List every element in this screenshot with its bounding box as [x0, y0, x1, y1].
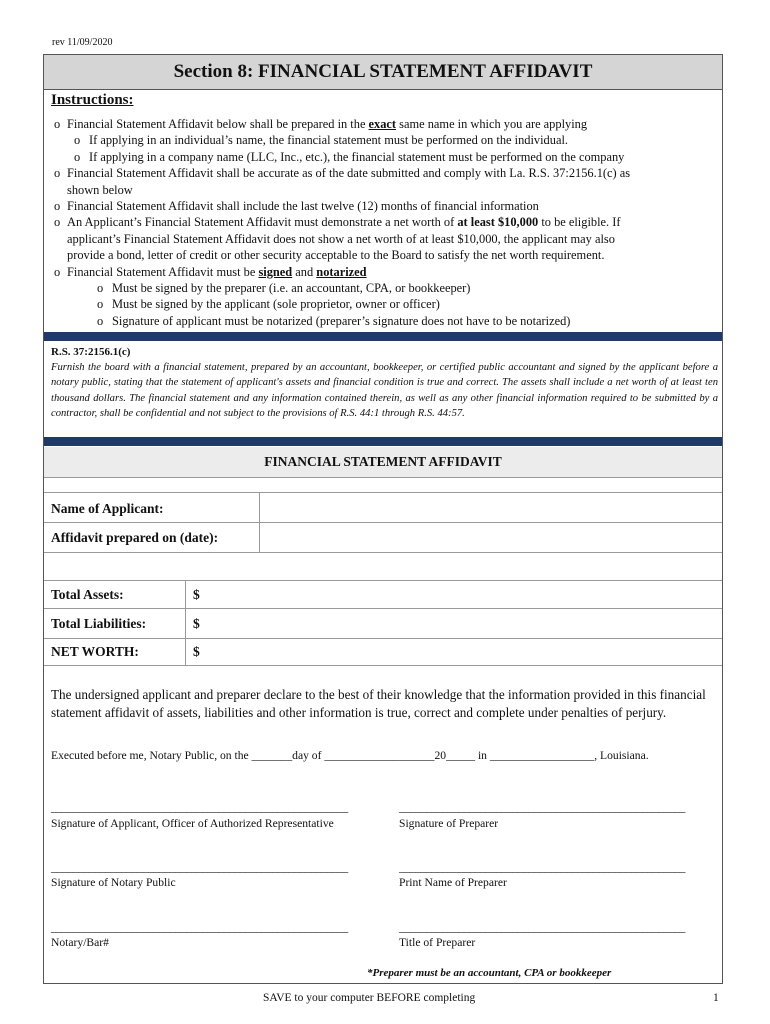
notary-signature-label: Signature of Notary Public	[51, 876, 176, 889]
instruction-item-net-worth-cont2: provide a bond, letter of credit or other security acceptable to the Board to satisfy the net worth requirement.	[67, 248, 605, 263]
affidavit-date-label: Affidavit prepared on (date):	[51, 530, 219, 545]
instruction-subitem-company: o If applying in a company name (LLC, Inc., etc.), the financial statement must be performed on the company	[74, 149, 625, 164]
instructions-list	[44, 116, 722, 329]
statute-text: Furnish the board with a financial statement, prepared by an accountant, bookkeeper, or certified public accountant and signed by the applicant before a notary public, stating that the statement of applicant's assets and financial condition is true and correct. The assets shall include a net worth of at least ten thousand dollars. The financial statement and any information contained therein, as well as any other financial information required to be submitted by a contractor, shall be confidential and not subject to the provisions of R.S. 44:1 through R.S. 44:57.	[51, 362, 718, 419]
revision-date: rev 11/09/2020	[52, 37, 113, 48]
instruction-item-net-worth-cont: applicant’s Financial Statement Affidavit does not show a net worth of at least $10,000, the applicant may also	[67, 231, 615, 246]
row-divider	[44, 492, 722, 493]
declaration-text: The undersigned applicant and preparer declare to the best of their knowledge that the information provided in this financial statement affidavit of assets, liabilities and other information is true, correct and complete under penalties of perjury.	[51, 687, 706, 720]
column-divider	[185, 580, 186, 665]
row-divider	[44, 552, 722, 553]
net-worth-currency: $	[193, 644, 200, 659]
affidavit-heading: FINANCIAL STATEMENT AFFIDAVIT	[44, 447, 722, 478]
statute-title: R.S. 37:2156.1(c)	[51, 346, 131, 358]
total-assets-currency: $	[193, 587, 200, 602]
name-of-applicant-field[interactable]	[266, 496, 716, 518]
name-of-applicant-label: Name of Applicant:	[51, 501, 164, 516]
page-number: 1	[713, 992, 719, 1004]
affidavit-form-frame	[43, 54, 723, 984]
instruction-subitem-preparer: o Must be signed by the preparer (i.e. an accountant, CPA, or bookkeeper)	[97, 281, 471, 296]
instruction-item-signed-notarized: o Financial Statement Affidavit must be signed and notarized	[54, 264, 367, 279]
row-divider	[44, 580, 722, 581]
total-liabilities-currency: $	[193, 616, 200, 631]
applicant-signature-label: Signature of Applicant, Officer of Authorized Representative	[51, 817, 334, 830]
instruction-subitem-applicant: o Must be signed by the applicant (sole proprietor, owner or officer)	[97, 297, 440, 312]
preparer-print-name-label: Print Name of Preparer	[399, 876, 507, 889]
notary-bar-number-label: Notary/Bar#	[51, 936, 109, 949]
total-liabilities-label: Total Liabilities:	[51, 616, 147, 631]
emphasis-notarized: notarized	[316, 264, 367, 279]
notary-bar-number-line[interactable]: _______________________________________________________	[51, 921, 348, 934]
instruction-item-exact-name: o Financial Statement Affidavit below shall be prepared in the exact same name in which you are applying	[54, 117, 588, 131]
row-divider	[44, 638, 722, 639]
preparer-requirement-note: *Preparer must be an accountant, CPA or bookkeeper	[367, 967, 612, 979]
total-assets-field[interactable]	[206, 584, 716, 604]
instruction-item-twelve-months: o Financial Statement Affidavit shall include the last twelve (12) months of financial information	[54, 199, 539, 214]
instruction-item-net-worth: o An Applicant’s Financial Statement Affidavit must demonstrate a net worth of at least $10,000 to be eligible. If	[54, 215, 621, 230]
instruction-item-accuracy-cont: shown below	[67, 182, 133, 197]
preparer-print-name-line[interactable]: _____________________________________________________	[399, 861, 686, 874]
total-liabilities-field[interactable]	[206, 612, 716, 634]
section-divider-bar	[44, 437, 722, 446]
net-worth-label: NET WORTH:	[51, 644, 139, 659]
row-divider	[44, 522, 722, 523]
emphasis-exact: exact	[368, 117, 397, 131]
preparer-title-line[interactable]: _____________________________________________________	[399, 921, 686, 934]
total-assets-label: Total Assets:	[51, 587, 124, 602]
preparer-title-label: Title of Preparer	[399, 936, 476, 949]
row-divider	[44, 608, 722, 609]
notary-signature-line[interactable]: _______________________________________________________	[51, 861, 348, 874]
preparer-signature-label: Signature of Preparer	[399, 817, 499, 830]
affidavit-date-field[interactable]	[266, 526, 716, 548]
instruction-subitem-individual: o If applying in an individual’s name, the financial statement must be performed on the individual.	[74, 133, 568, 148]
applicant-signature-line[interactable]: _______________________________________________________	[51, 801, 348, 814]
preparer-signature-line[interactable]: _____________________________________________________	[399, 801, 686, 814]
instructions-heading: Instructions:	[51, 92, 134, 108]
instruction-item-accuracy: o Financial Statement Affidavit shall be accurate as of the date submitted and comply with La. R.S. 37:2156.1(c) as	[54, 166, 631, 181]
emphasis-signed: signed	[258, 264, 293, 279]
instruction-subitem-notary: o Signature of applicant must be notarized (preparer’s signature does not have to be notarized)	[97, 313, 571, 328]
emphasis-net-worth: at least $10,000	[457, 215, 539, 230]
net-worth-field[interactable]	[206, 641, 716, 661]
bullet: o	[54, 117, 61, 131]
section-divider-bar	[44, 332, 722, 341]
section-title: Section 8: FINANCIAL STATEMENT AFFIDAVIT	[44, 55, 722, 90]
save-reminder: SAVE to your computer BEFORE completing	[263, 992, 476, 1004]
column-divider	[259, 492, 260, 552]
row-divider	[44, 665, 722, 666]
executed-before-notary-line: Executed before me, Notary Public, on the _______day of ___________________20_____ in __________________, Louisiana.	[51, 749, 649, 762]
